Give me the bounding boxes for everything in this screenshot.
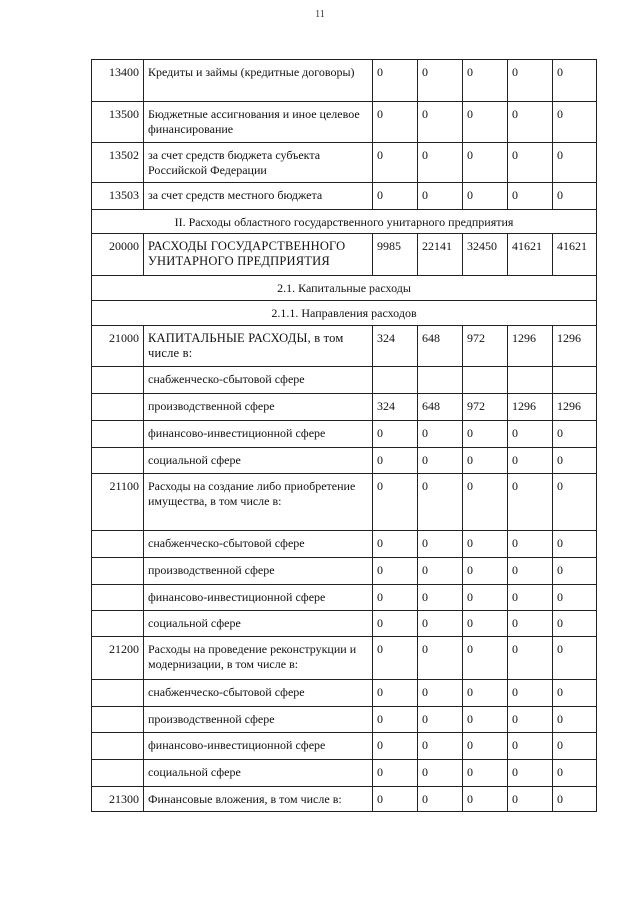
row-value: 0: [553, 474, 597, 531]
row-value: 0: [463, 733, 508, 760]
row-value: [373, 367, 418, 394]
table-row: [92, 787, 597, 812]
row-name: социальной сфере: [144, 448, 373, 474]
table-row: [92, 680, 597, 707]
row-value: 972: [463, 326, 508, 367]
row-value: 0: [553, 421, 597, 448]
row-value: 0: [373, 680, 418, 707]
row-name: Расходы на проведение реконструкции и модернизации, в том числе в:: [144, 637, 373, 680]
row-code: [92, 733, 144, 760]
row-value: 1296: [553, 326, 597, 367]
row-value: 0: [508, 448, 553, 474]
row-name: КАПИТАЛЬНЫЕ РАСХОДЫ, в том числе в:: [144, 326, 373, 367]
row-value: 0: [418, 448, 463, 474]
page-number: 11: [315, 9, 325, 20]
row-value: 0: [463, 474, 508, 531]
row-value: 0: [508, 680, 553, 707]
row-value: 0: [463, 60, 508, 102]
table-row: [92, 421, 597, 448]
row-value: 0: [418, 531, 463, 558]
row-value: 324: [373, 326, 418, 367]
row-value: 0: [373, 558, 418, 585]
row-value: 0: [373, 143, 418, 183]
row-value: 0: [553, 183, 597, 210]
row-value: 0: [508, 143, 553, 183]
row-name: производственной сфере: [144, 394, 373, 421]
row-value: 0: [508, 707, 553, 733]
row-name: за счет средств бюджета субъекта Российской Федерации: [144, 143, 373, 183]
row-value: 32450: [463, 234, 508, 276]
row-value: 648: [418, 394, 463, 421]
row-value: 0: [418, 183, 463, 210]
section-title: II. Расходы областного государственного унитарного предприятия: [92, 210, 597, 234]
row-value: 0: [418, 787, 463, 812]
row-value: 41621: [553, 234, 597, 276]
row-value: 0: [463, 585, 508, 611]
row-value: 0: [373, 637, 418, 680]
row-code: 20000: [92, 234, 144, 276]
row-value: 0: [508, 787, 553, 812]
row-name: снабженческо-сбытовой сфере: [144, 680, 373, 707]
row-value: 0: [553, 585, 597, 611]
row-value: 0: [553, 558, 597, 585]
row-value: 0: [508, 558, 553, 585]
table-row: [92, 531, 597, 558]
row-name: снабженческо-сбытовой сфере: [144, 367, 373, 394]
row-name: финансово-инвестиционной сфере: [144, 733, 373, 760]
row-value: 0: [553, 60, 597, 102]
table-row: [92, 448, 597, 474]
row-code: [92, 760, 144, 787]
row-value: 972: [463, 394, 508, 421]
row-name: снабженческо-сбытовой сфере: [144, 531, 373, 558]
row-value: 0: [373, 787, 418, 812]
row-value: 0: [418, 421, 463, 448]
row-code: 13502: [92, 143, 144, 183]
row-code: [92, 680, 144, 707]
section-title: 2.1.1. Направления расходов: [92, 301, 597, 326]
row-name: производственной сфере: [144, 558, 373, 585]
row-value: 0: [418, 102, 463, 143]
row-name: финансово-инвестиционной сфере: [144, 421, 373, 448]
row-value: [418, 367, 463, 394]
row-value: 324: [373, 394, 418, 421]
row-value: 0: [553, 637, 597, 680]
row-name: производственной сфере: [144, 707, 373, 733]
row-value: 0: [373, 585, 418, 611]
row-value: 0: [418, 143, 463, 183]
row-value: 0: [418, 707, 463, 733]
table-row: [92, 760, 597, 787]
row-value: 0: [508, 531, 553, 558]
row-name: социальной сфере: [144, 760, 373, 787]
row-value: 0: [508, 733, 553, 760]
section-row: [92, 210, 597, 234]
row-value: 0: [463, 448, 508, 474]
row-value: 1296: [508, 326, 553, 367]
row-value: 0: [418, 760, 463, 787]
table-row: [92, 367, 597, 394]
row-value: 0: [553, 448, 597, 474]
row-code: [92, 367, 144, 394]
row-name: финансово-инвестиционной сфере: [144, 585, 373, 611]
row-value: 0: [508, 421, 553, 448]
row-value: 0: [373, 421, 418, 448]
row-value: 0: [418, 611, 463, 637]
row-code: [92, 421, 144, 448]
row-value: 1296: [553, 394, 597, 421]
row-value: 0: [373, 183, 418, 210]
row-value: 0: [418, 680, 463, 707]
table-row: [92, 102, 597, 143]
row-value: [508, 367, 553, 394]
row-value: 0: [373, 760, 418, 787]
table-row: [92, 637, 597, 680]
table-row: [92, 326, 597, 367]
row-code: 13400: [92, 60, 144, 102]
row-value: 1296: [508, 394, 553, 421]
row-value: 0: [508, 760, 553, 787]
table-row: [92, 733, 597, 760]
row-value: 0: [553, 531, 597, 558]
section-row: [92, 276, 597, 301]
table-row: [92, 558, 597, 585]
section-title: 2.1. Капитальные расходы: [92, 276, 597, 301]
row-code: [92, 558, 144, 585]
row-name: РАСХОДЫ ГОСУДАРСТВЕННОГО УНИТАРНОГО ПРЕДПРИЯТИЯ: [144, 234, 373, 276]
table-row: [92, 394, 597, 421]
row-value: 41621: [508, 234, 553, 276]
row-value: 0: [373, 102, 418, 143]
row-code: 21200: [92, 637, 144, 680]
row-code: 21300: [92, 787, 144, 812]
row-value: [553, 367, 597, 394]
table-row: [92, 707, 597, 733]
row-value: 22141: [418, 234, 463, 276]
row-value: 0: [463, 143, 508, 183]
row-value: 0: [553, 143, 597, 183]
row-value: 0: [418, 585, 463, 611]
row-code: [92, 394, 144, 421]
row-value: 0: [553, 787, 597, 812]
row-value: 0: [418, 733, 463, 760]
row-value: 9985: [373, 234, 418, 276]
row-value: 0: [553, 733, 597, 760]
row-value: 0: [463, 760, 508, 787]
row-value: 0: [418, 60, 463, 102]
row-value: 0: [373, 448, 418, 474]
row-value: 0: [463, 102, 508, 143]
row-value: 0: [463, 637, 508, 680]
table-row: [92, 585, 597, 611]
row-value: 0: [463, 531, 508, 558]
row-value: 0: [373, 611, 418, 637]
row-code: [92, 611, 144, 637]
row-value: 0: [553, 611, 597, 637]
row-value: 0: [508, 102, 553, 143]
row-name: Расходы на создание либо приобретение имущества, в том числе в:: [144, 474, 373, 531]
row-value: 0: [508, 637, 553, 680]
row-code: [92, 448, 144, 474]
table-row: [92, 611, 597, 637]
row-value: 0: [553, 102, 597, 143]
row-value: 0: [508, 60, 553, 102]
row-code: [92, 531, 144, 558]
row-name: за счет средств местного бюджета: [144, 183, 373, 210]
table-row: [92, 234, 597, 276]
row-value: 0: [463, 558, 508, 585]
row-value: 0: [463, 787, 508, 812]
row-code: 21100: [92, 474, 144, 531]
row-name: социальной сфере: [144, 611, 373, 637]
row-value: 0: [508, 611, 553, 637]
row-code: 13500: [92, 102, 144, 143]
table-row: [92, 474, 597, 531]
row-value: 0: [373, 531, 418, 558]
row-value: 0: [373, 733, 418, 760]
row-value: 0: [463, 680, 508, 707]
row-value: 0: [418, 637, 463, 680]
row-code: 13503: [92, 183, 144, 210]
row-value: 0: [373, 474, 418, 531]
row-value: 0: [418, 474, 463, 531]
row-value: 0: [373, 60, 418, 102]
row-value: [463, 367, 508, 394]
row-value: 0: [463, 183, 508, 210]
row-name: Кредиты и займы (кредитные договоры): [144, 60, 373, 102]
row-value: 0: [508, 585, 553, 611]
row-code: [92, 707, 144, 733]
row-value: 0: [553, 760, 597, 787]
row-value: 0: [508, 183, 553, 210]
row-name: Бюджетные ассигнования и иное целевое финансирование: [144, 102, 373, 143]
row-value: 0: [463, 707, 508, 733]
row-name: Финансовые вложения, в том числе в:: [144, 787, 373, 812]
row-code: 21000: [92, 326, 144, 367]
table-row: [92, 60, 597, 102]
budget-table: [91, 59, 597, 812]
row-value: 648: [418, 326, 463, 367]
section-row: [92, 301, 597, 326]
row-code: [92, 585, 144, 611]
row-value: 0: [463, 421, 508, 448]
row-value: 0: [373, 707, 418, 733]
row-value: 0: [553, 680, 597, 707]
table-row: [92, 183, 597, 210]
row-value: 0: [553, 707, 597, 733]
row-value: 0: [463, 611, 508, 637]
row-value: 0: [508, 474, 553, 531]
row-value: 0: [418, 558, 463, 585]
table-row: [92, 143, 597, 183]
